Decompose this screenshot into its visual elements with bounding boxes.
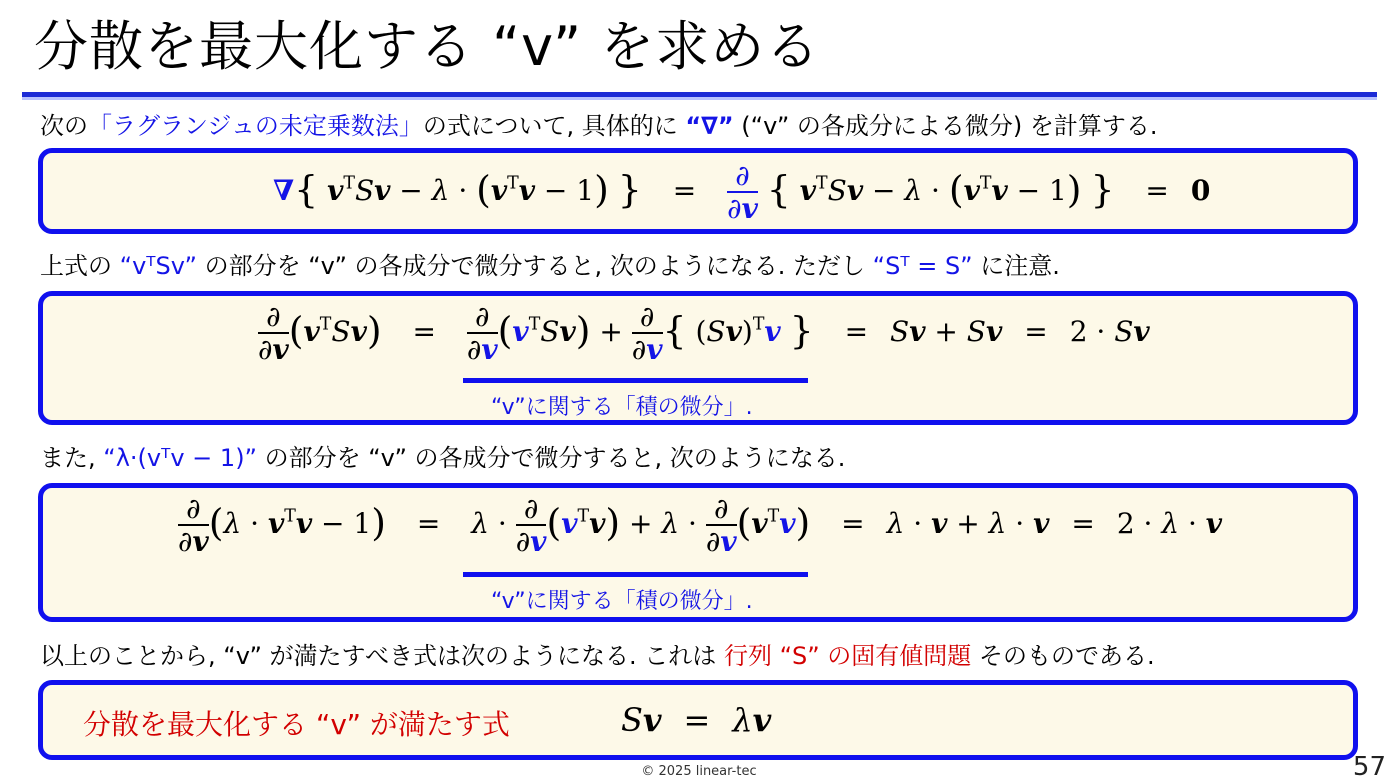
result-box (38, 680, 1358, 760)
equation-box-1 (38, 148, 1358, 234)
lagrange-equation: ∇{ $v^TSv - \lambda \cdot (v^Tv - 1)$ } = $\frac{\partial}{\partial v}$ { $v^TSv - \lambda \cdot (v^Tv - 1)$ } = 0 (273, 159, 1211, 226)
eigen-highlight: 行列 “S” の固有値問題 (723, 642, 972, 670)
line3-post: の部分を “v” の各成分で微分すると, 次のようになる. (264, 444, 846, 472)
line2-quote2: “Sᵀ = S” (872, 252, 973, 280)
product-rule-note-2: “v”に関する「積の微分」. (491, 589, 753, 614)
intro-post: (“v” の各成分による微分) を計算する. (741, 112, 1158, 140)
nabla-symbol: “∇” (685, 112, 734, 140)
line2-mid: の部分を “v” の各成分で微分すると, 次のようになる. ただし (204, 252, 866, 280)
result-label: 分散を最大化する “v” が満たす式 (83, 708, 510, 741)
equation-box-3 (38, 483, 1358, 622)
line4-pre: 以上のことから, “v” が満たすべき式は次のようになる. これは (40, 642, 717, 670)
derivative-equation-2: $\frac{\partial}{\partial v}$ $(\lambda \cdot v^Tv - 1) = \lambda$ · $\frac{\partial}{\partial v}$ $(v^Tv) + \lambda$ · $\frac{\partial}{\partial v}$ $(v^Tv) = \lambda \cdot v + \lambda \cdot v = 2 \cdot \lambda \cdot v$ (178, 492, 1223, 559)
line4-text (40, 640, 1155, 672)
eigen-equation: Sv = λv (621, 701, 772, 739)
title-rule-shadow (22, 97, 1377, 100)
intro-highlight: 「ラグランジュの未定乗数法」 (88, 112, 423, 140)
intro-pre: 次の (40, 112, 88, 140)
line4-post: そのものである. (978, 642, 1155, 670)
derivative-equation-1: $\frac{\partial}{\partial v}$ $(v^TSv)$ = $\frac{\partial}{\partial v}$ $(v^TSv)$ + $\frac{\partial}{\partial v}$ { $(Sv)^Tv$ } = Sv + Sv = 2 · Sv (258, 300, 1150, 367)
line2-text (40, 250, 1060, 282)
line2-post: に注意. (980, 252, 1060, 280)
page-number: 57 (1352, 752, 1386, 782)
copyright: © 2025 linear-tec (641, 764, 757, 779)
line3-text (40, 442, 845, 474)
product-rule-underline-2 (463, 572, 808, 577)
product-rule-underline (463, 378, 808, 383)
intro-mid: の式について, 具体的に (422, 112, 678, 140)
line2-quote: “vᵀSv” (119, 252, 197, 280)
line3-quote: “λ·(vᵀv − 1)” (103, 444, 257, 472)
line3-pre: また, (40, 444, 96, 472)
line2-pre: 上式の (40, 252, 112, 280)
intro-text (40, 110, 1158, 142)
equation-box-2 (38, 291, 1358, 425)
product-rule-note: “v”に関する「積の微分」. (491, 395, 753, 420)
slide-title: 分散を最大化する “v” を求める (34, 15, 821, 78)
